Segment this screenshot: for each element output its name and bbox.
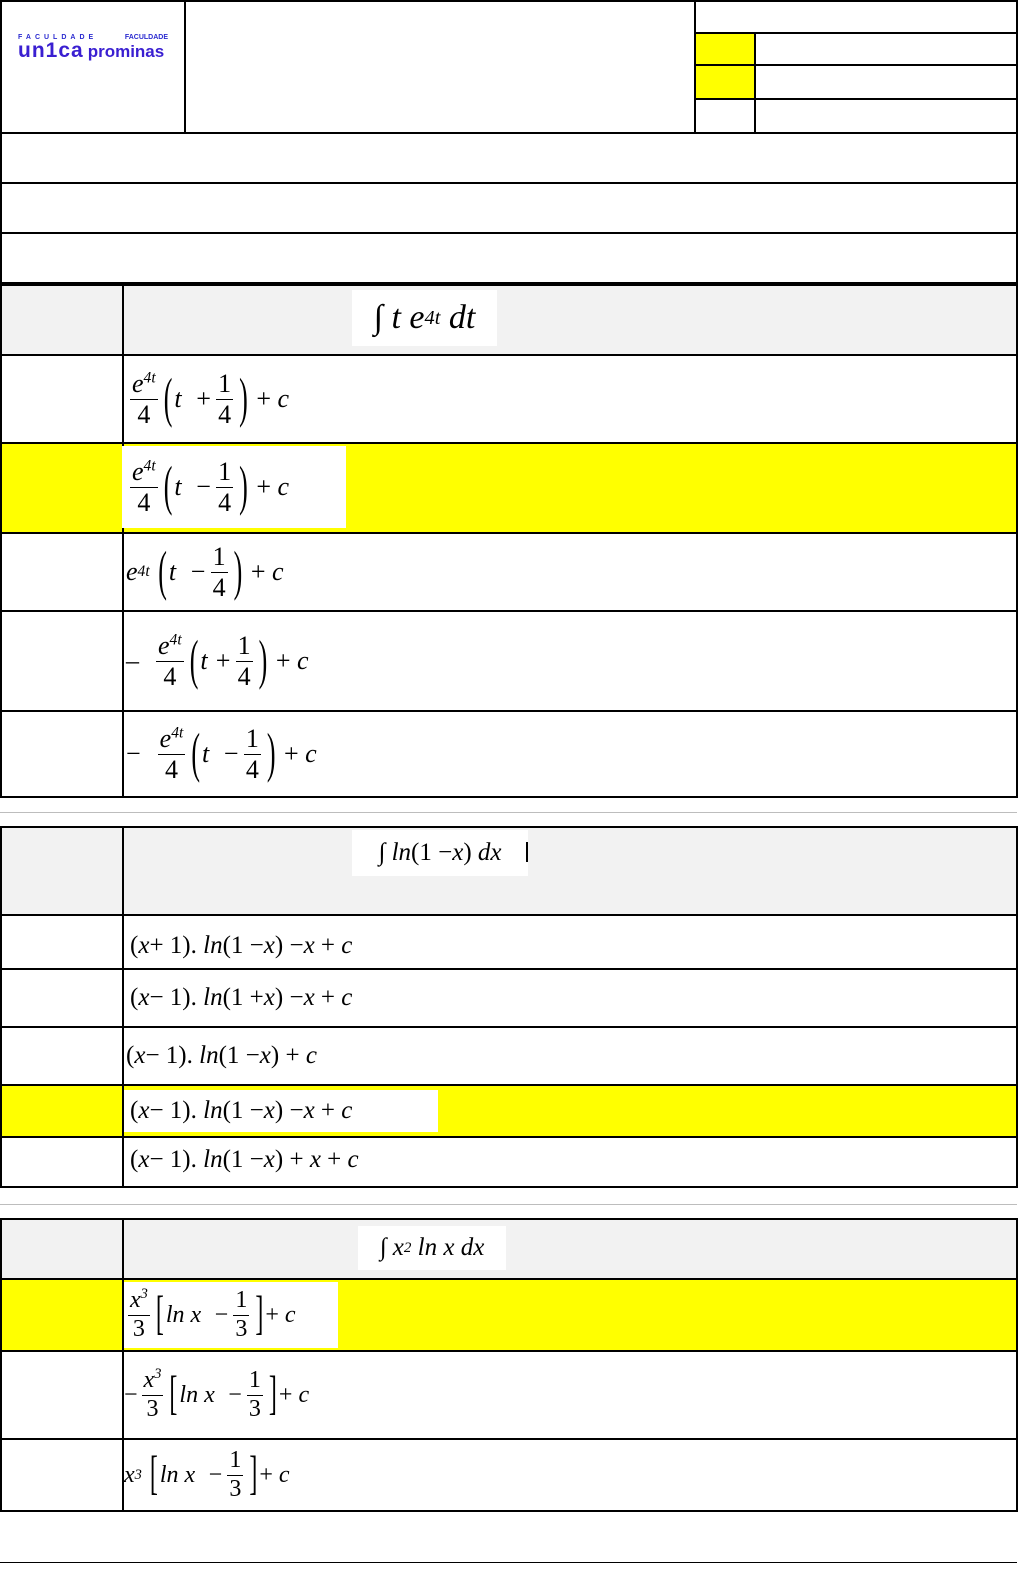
header-row-2 xyxy=(0,182,1018,234)
q3-statement: ∫ x 2 ln x dx xyxy=(358,1226,506,1270)
q2-option-c-label[interactable] xyxy=(0,1026,124,1086)
q2-option-e-label[interactable] xyxy=(0,1136,124,1188)
q3-option-a-label[interactable] xyxy=(0,1278,124,1352)
header-field-3 xyxy=(754,98,1018,134)
q1-option-e: − $\frac{e^{4t}}{4}$ ( t − $\frac{1}{4}$ ) + c xyxy=(126,716,317,792)
q2-option-e: ( x − 1). ln (1 − x ) + x + c xyxy=(130,1142,359,1178)
q2-option-a-label[interactable] xyxy=(0,914,124,970)
q1-option-c-label[interactable] xyxy=(0,532,124,612)
q1-option-a-label[interactable] xyxy=(0,354,124,444)
q1-option-b: $\frac{e^{4t}}{4}$ ( t − $\frac{1}{4}$ ) + c xyxy=(122,446,346,528)
q1-option-c: e 4t ( t − $\frac{1}{4}$ ) + c xyxy=(126,538,284,606)
header-field-1 xyxy=(754,32,1018,66)
q2-option-b: ( x − 1). ln (1 + x ) − x + c xyxy=(130,980,352,1016)
q3-option-b-label[interactable] xyxy=(0,1350,124,1440)
separator-2 xyxy=(0,1204,1017,1205)
logo-unica: un1ca xyxy=(18,39,84,62)
q2-option-d: ( x − 1). ln (1 − x ) − x + c xyxy=(124,1090,438,1132)
header-field-2 xyxy=(754,64,1018,100)
q1-option-e-label[interactable] xyxy=(0,710,124,798)
header-title-cell xyxy=(184,0,696,134)
separator-1 xyxy=(0,812,1017,813)
header-logo-cell xyxy=(0,0,186,134)
institution-logo xyxy=(18,34,168,63)
q1-option-d: – $\frac{e^{4t}}{4}$ ( t + $\frac{1}{4}$ ) + c xyxy=(126,618,309,704)
q3-statement-cell xyxy=(122,1218,1018,1280)
q2-option-a: ( x + 1). ln (1 − x ) − x + c xyxy=(130,928,352,964)
q1-option-d-label[interactable] xyxy=(0,610,124,712)
text-cursor xyxy=(526,842,528,862)
q1-statement-cell xyxy=(122,284,1018,356)
q2-option-d-label[interactable] xyxy=(0,1084,124,1138)
q3-option-a: $\frac{x^3}{3}$ [ ln x − $\frac{1}{3}$ ] + c xyxy=(124,1282,338,1348)
logo-faculdade-left: FACULDADE xyxy=(18,34,98,41)
q1-option-a: $\frac{e^{4t}}{4}$ ( t + $\frac{1}{4}$ ) + c xyxy=(126,360,289,438)
q2-option-c: ( x − 1). ln (1 − x ) + c xyxy=(126,1038,317,1074)
header-mark-1 xyxy=(694,32,756,66)
q3-option-c: x 3 [ ln x − $\frac{1}{3}$ ] + c xyxy=(124,1442,290,1508)
header-mark-2 xyxy=(694,64,756,100)
logo-faculdade-right: FACULDADE xyxy=(124,34,168,41)
q2-statement-cell xyxy=(122,826,1018,916)
logo-prominas: prominas xyxy=(87,42,165,61)
separator-footer xyxy=(0,1562,1017,1563)
header-row-1 xyxy=(0,132,1018,184)
q2-statement-label xyxy=(0,826,124,916)
header-mark-3 xyxy=(694,98,756,134)
q2-option-b-label[interactable] xyxy=(0,968,124,1028)
q3-option-c-label[interactable] xyxy=(0,1438,124,1512)
q1-statement: ∫ t e 4t dt xyxy=(352,290,497,346)
header-row-3 xyxy=(0,232,1018,284)
q1-statement-label xyxy=(0,284,124,356)
header-info-top xyxy=(694,0,1018,34)
q2-statement: ∫ ln (1 − x ) dx xyxy=(352,830,528,876)
q3-option-b: − $\frac{x^3}{3}$ [ ln x − $\frac{1}{3}$ ] + c xyxy=(124,1356,309,1434)
q3-statement-label xyxy=(0,1218,124,1280)
q1-option-b-label[interactable] xyxy=(0,442,124,534)
